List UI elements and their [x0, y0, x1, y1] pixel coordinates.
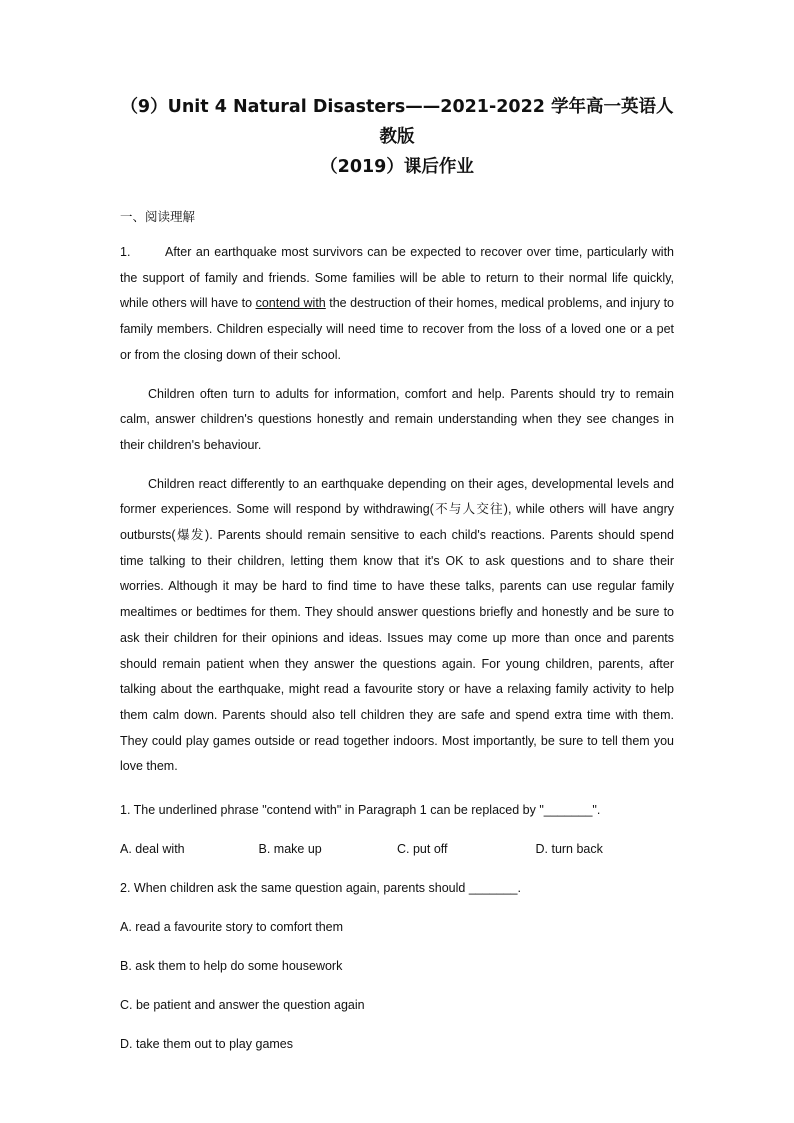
question-1-option-b: B. make up [258, 842, 322, 857]
question-2-option-b: B. ask them to help do some housework [120, 959, 343, 974]
question-1-option-d: D. turn back [535, 842, 603, 857]
passage-number: 1. [120, 245, 131, 259]
question-2: 2. When children ask the same question again, parents should _______. [120, 881, 521, 896]
question-1-option-c: C. put off [397, 842, 448, 857]
question-2-option-a: A. read a favourite story to comfort them [120, 920, 344, 935]
title-line-2: （2019）课后作业 [320, 157, 474, 177]
document-page [120, 92, 674, 1053]
question-2-option-d: D. take them out to play games [120, 1037, 294, 1052]
passage-paragraph-1 [120, 240, 674, 369]
document-title [120, 92, 674, 182]
question-1-option-a: A. deal with [120, 842, 185, 857]
title-line-1: （9）Unit 4 Natural Disasters——2021-2022 学年高一英语人教版 [120, 97, 674, 147]
paragraph-1-after: the destruction of their homes, medical problems, and injury to family members. Children especially will need time to recover from the loss of a loved one or a pet or from the closing down of their school. [120, 296, 675, 362]
section-heading: 一、阅读理解 [120, 210, 196, 224]
question-1: 1. The underlined phrase "contend with" in Paragraph 1 can be replaced by "_______". [120, 803, 601, 818]
underlined-phrase: contend with [255, 296, 326, 311]
paragraph-1-before: After an earthquake most survivors can be expected to recover over time, particularly with the support of family and friends. Some families will be able to return to their normal life quickly, while others will have to [120, 245, 674, 311]
question-1-options [120, 840, 674, 858]
passage-paragraph-3: Children react differently to an earthquake depending on their ages, developmental levels and former experiences. Some will respond by withdrawing(不与人交往), while others will have angry outbursts(爆发). Parents should remain sensitive to each child's reactions. Parents should spend time talking to their children, letting them know that it's OK to ask questions and to share their worries. Although it may be hard to find time to have these talks, parents can use regular family mealtimes or bedtimes for them. They should answer questions briefly and honestly and be sure to ask their children for their opinions and ideas. Issues may come up more than once and parents should remain patient when they answer the questions again. For young children, parents, after talking about the earthquake, might read a favourite story or have a relaxing family activity to help them calm down. Parents should also tell children they are safe and spend extra time with them. They could play games outside or read together indoors. Most importantly, be sure to tell them you love them. [120, 476, 674, 774]
question-2-option-c: C. be patient and answer the question again [120, 998, 365, 1013]
passage-paragraph-2: Children often turn to adults for information, comfort and help. Parents should try to remain calm, answer children's questions honestly and remain understanding when they see changes in their children's behaviour. [120, 386, 674, 452]
